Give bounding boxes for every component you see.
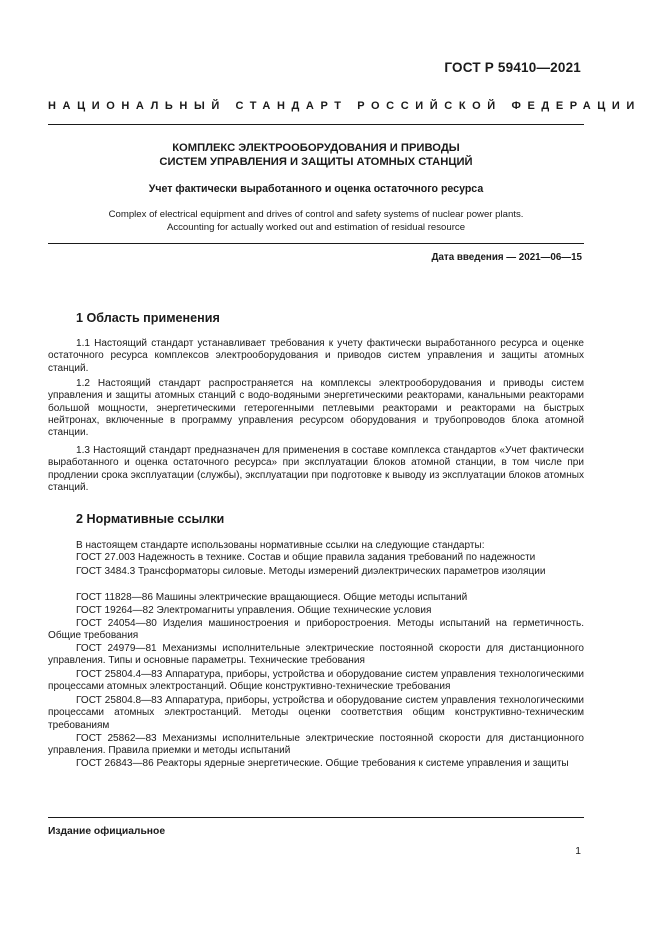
section-1-heading: 1 Область применения [76,311,220,325]
section-1-paragraph-3: 1.3 Настоящий стандарт предназначен для применения в составе комплекса стандартов «Учет фактически выработанного и оценка остаточного ресурса» при эксплуатации блоков атомной станции, в том числе при продлении срока эксплуатации (службы), эксплуатации при подготовке к выводу из эксплуатации блоков атомных станций. [48,445,584,494]
section-2-heading: 2 Нормативные ссылки [76,512,225,526]
footer-divider [48,817,584,818]
title-bottom-divider [48,243,584,244]
section-1-paragraph-2: 1.2 Настоящий стандарт распространяется на комплексы электрооборудования и приводы систем управления и защиты атомных станций с водо-водяными энергетическими реакторами, канальными реакторами большой мощности, энергетическими гетерогенными петлевыми реакторами и реакторами на быстрых нейтронах, включенные в программу управления ресурсом оборудования и трубопроводов блока атомной станции. [48,378,584,439]
reference-item: ГОСТ 26843—86 Реакторы ядерные энергетические. Общие требования к системе управления и защиты [76,758,569,769]
document-title [48,142,584,170]
reference-item: ГОСТ 25862—83 Механизмы исполнительные электрические постоянной скорости для дистанционного управления. Правила приемки и методы испытаний [48,733,584,757]
title-line-2: СИСТЕМ УПРАВЛЕНИЯ И ЗАЩИТЫ АТОМНЫХ СТАНЦИЙ [159,155,473,168]
english-title [48,209,584,234]
title-line-1: КОМПЛЕКС ЭЛЕКТРООБОРУДОВАНИЯ И ПРИВОДЫ [172,142,460,154]
official-edition-label: Издание официальное [48,826,166,837]
top-divider [48,124,584,125]
reference-item: ГОСТ 11828—86 Машины электрические вращающиеся. Общие методы испытаний [76,592,468,603]
reference-item: ГОСТ 27.003 Надежность в технике. Состав и общие правила задания требований по надежности [76,552,536,563]
national-standard-banner: НАЦИОНАЛЬНЫЙ СТАНДАРТ РОССИЙСКОЙ ФЕДЕРАЦИИ [48,100,641,112]
document-subtitle: Учет фактически выработанного и оценка остаточного ресурса [148,183,484,195]
reference-item: ГОСТ 24054—80 Изделия машиностроения и приборостроения. Методы испытаний на герметичность. Общие требования [48,618,584,642]
section-1-paragraph-1: 1.1 Настоящий стандарт устанавливает требования к учету фактически выработанного ресурса и оценке остаточного ресурса комплексов электрооборудования и приводов систем управления и защиты атомных станций. [48,338,584,374]
page-number: 1 [575,846,581,857]
reference-item: ГОСТ 24979—81 Механизмы исполнительные электрические постоянной скорости для дистанционного управления. Типы и основные параметры. Технические требования [48,643,584,667]
english-title-line-1: Complex of electrical equipment and drives of control and safety systems of nuclear power plants. [108,209,524,220]
introduction-date: Дата введения — 2021—06—15 [431,252,582,263]
document-code: ГОСТ Р 59410—2021 [444,60,581,75]
reference-item: ГОСТ 3484.3 Трансформаторы силовые. Методы измерений диэлектрических параметров изоляции [76,566,546,577]
section-2-intro: В настоящем стандарте использованы нормативные ссылки на следующие стандарты: [76,540,485,551]
reference-item: ГОСТ 19264—82 Электромагниты управления. Общие технические условия [76,605,432,616]
english-title-line-2: Accounting for actually worked out and estimation of residual resource [166,221,466,233]
reference-item: ГОСТ 25804.4—83 Аппаратура, приборы, устройства и оборудование систем управления технологическими процессами атомных электростанций. Общие конструктивно-технические требования [48,669,584,693]
reference-item: ГОСТ 25804.8—83 Аппаратура, приборы, устройства и оборудование систем управления технологическими процессами атомных электростанций. Методы оценки соответствия общим конструктивно-техническим требованиям [48,695,584,731]
